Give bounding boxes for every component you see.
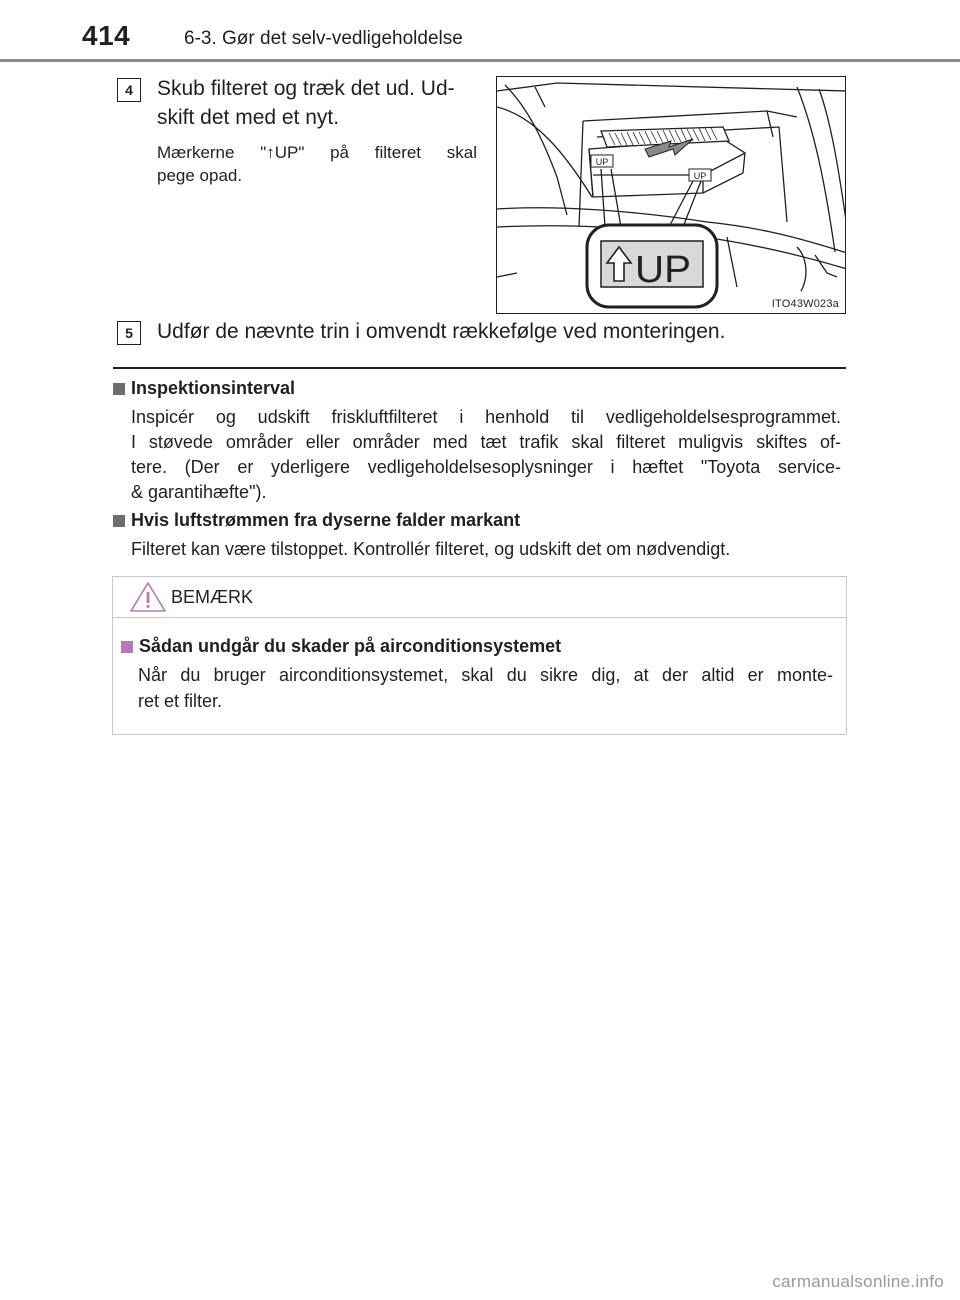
filter-illustration [496, 76, 846, 314]
inspection-line-2: I støvede områder eller områder med tæt trafik skal filteret muligvis skiftes of- [131, 432, 841, 452]
filter-label-left: UP [595, 157, 609, 167]
step-4-text-line2: skift det med et nyt. [157, 106, 340, 129]
section-separator [113, 367, 846, 369]
notice-line-1: Når du bruger airconditionsystemet, skal du sikre dig, at der altid er monte- [138, 665, 833, 685]
warning-icon [129, 581, 167, 613]
bullet-square [113, 515, 125, 527]
filter-drawing [497, 77, 846, 314]
figure-id: ITO43W023a [771, 298, 839, 310]
step-5-text: Udfør de nævnte trin i omvendt rækkefølge ved monteringen. [157, 320, 726, 343]
step-4-text-line1: Skub filteret og træk det ud. Ud- [157, 77, 455, 100]
inspection-heading [113, 378, 295, 399]
header-rule [0, 59, 960, 62]
inspection-line-3: tere. (Der er yderligere vedligeholdelsesoplysninger i hæftet "Toyota service- [131, 457, 841, 477]
airflow-heading [113, 510, 520, 531]
airflow-heading-text: Hvis luftstrømmen fra dyserne falder markant [131, 510, 521, 530]
step-number-4: 4 [117, 78, 141, 102]
notice-box [112, 576, 847, 735]
section-title: 6-3. Gør det selv-vedligeholdelse [184, 28, 463, 49]
notice-header [113, 577, 846, 618]
inspection-line-4: & garantihæfte"). [131, 482, 267, 502]
notice-title: BEMÆRK [171, 587, 254, 607]
notice-body [138, 662, 833, 714]
callout-label: UP [635, 249, 691, 291]
notice-line-2: ret et filter. [138, 691, 223, 711]
inspection-heading-text: Inspektionsinterval [131, 378, 296, 398]
bullet-square [113, 383, 125, 395]
bullet-square [121, 641, 133, 653]
watermark: carmanualsonline.info [772, 1272, 944, 1291]
step-4-note-line1: Mærkerne "↑UP" på filteret skal [157, 143, 477, 162]
notice-heading-text: Sådan undgår du skader på airconditionsystemet [139, 636, 562, 656]
step-4-note-line2: pege opad. [157, 166, 243, 185]
airflow-line-1: Filteret kan være tilstoppet. Kontrollér filteret, og udskift det om nødvendigt. [131, 539, 731, 559]
inspection-line-1: Inspicér og udskift friskluftfilteret i henhold til vedligeholdelsesprogrammet. [131, 407, 841, 427]
notice-heading [121, 636, 561, 657]
step-number-5: 5 [117, 321, 141, 345]
filter-label-right: UP [693, 171, 707, 181]
page-number: 414 [82, 20, 131, 51]
